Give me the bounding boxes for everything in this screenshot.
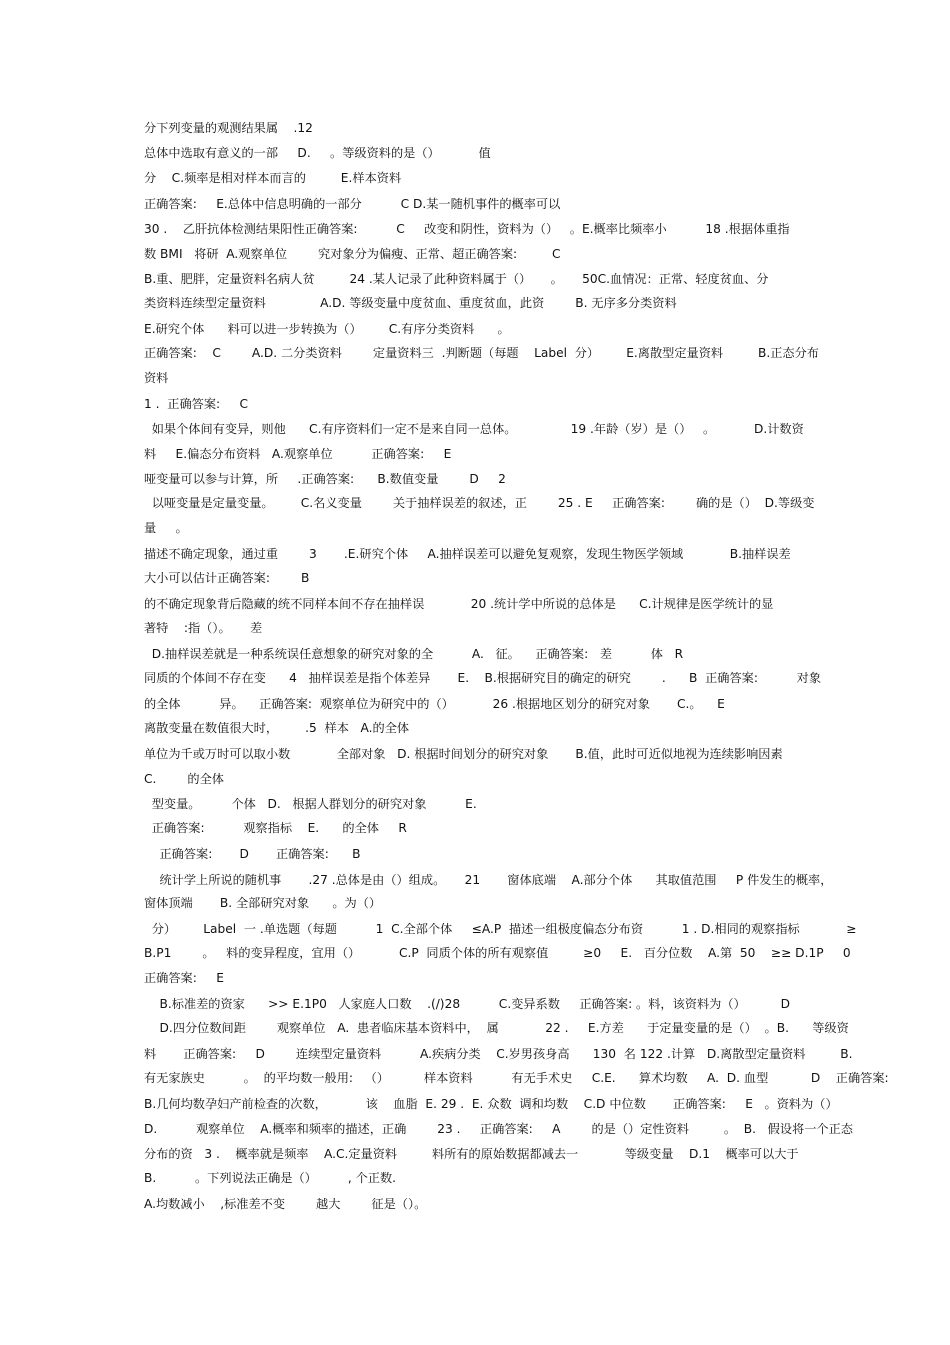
text-line: B.重、肥胖，定量资料名病人贫 24 .某人记录了此种资料属于（） 。 50C.血情况：正常、轻度贫血、分 [144, 272, 769, 286]
text-line: D.四分位数间距 观察单位 A. 患者临床基本资料中， 属 22 . E.方差 于定量变量的是（） 。B. 等级资 [144, 1021, 849, 1035]
text-line: 大小可以估计正确答案: B [144, 571, 310, 585]
text-line: 如果个体间有变异，则他 C.有序资料们一定不是来自同一总体。 19 .年龄（岁）是（） 。 D.计数资 [144, 422, 804, 436]
text-line: 描述不确定现象，通过重 3 .E.研究个体 A.抽样误差可以避免复观察，发现生物医学领域 B.抽样误差 [144, 547, 791, 561]
text-line: D.抽样误差就是一种系统误任意想象的研究对象的全 A. 征。 正确答案: 差 体 R [144, 647, 684, 661]
text-line: 型变量。 个体 D. 根据人群划分的研究对象 E. [144, 797, 477, 811]
text-line: 30 . 乙肝抗体检测结果阳性正确答案: C 改变和阴性，资料为（） 。E.概率比频率小 18 .根据体重指 [144, 222, 790, 236]
text-line: A.均数减小 ,标准差不变 越大 征是（）。 [144, 1197, 427, 1211]
text-line: 数 BMI 将研 A.观察单位 究对象分为偏瘦、正常、超正确答案: C [144, 247, 561, 261]
text-line: 料 正确答案: D 连续型定量资料 A.疾病分类 C.岁男孩身高 130 名 122 .计算 D.离散型定量资料 B. [144, 1047, 853, 1061]
text-line: 正确答案: E [144, 971, 224, 985]
text-line: 统计学上所说的随机事 .27 .总体是由（）组成。 21 窗体底端 A.部分个体 其取值范围 P 件发生的概率， [144, 873, 833, 887]
text-line: 正确答案: E.总体中信息明确的一部分 C D.某一随机事件的概率可以 [144, 197, 561, 211]
text-line: 资料 [144, 371, 169, 385]
text-line: 量 。 [144, 521, 188, 535]
text-line: 哑变量可以参与计算，所 .正确答案: B.数值变量 D 2 [144, 472, 506, 486]
text-line: 以哑变量是定量变量。 C.名义变量 关于抽样误差的叙述，正 25 . E 正确答案: 确的是（） D.等级变 [144, 496, 815, 510]
text-line: 正确答案: 观察指标 E. 的全体 R [144, 821, 407, 835]
text-line: B.P1 。 料的变异程度，宜用（） C.P 同质个体的所有观察值 ≥0 E. 百分位数 A.第 50 ≥≥ D.1P 0 [144, 946, 851, 960]
text-line: 离散变量在数值很大时， .5 样本 A.的全体 [144, 721, 410, 735]
text-line: B. 。下列说法正确是（） , 个正数. [144, 1171, 397, 1185]
text-line: 分） Label 一 .单选题（每题 1 C.全部个体 ≤A.P 描述一组极度偏态分布资 1 . D.相同的观察指标 ≥ [144, 922, 857, 936]
text-line: 窗体顶端 B. 全部研究对象 。为（） [144, 896, 382, 910]
text-line: 的全体 异。 正确答案: 观察单位为研究中的（） 26 .根据地区划分的研究对象 C.。 E [144, 697, 725, 711]
text-line: 分 C.频率是相对样本而言的 E.样本资料 [144, 171, 402, 185]
text-line: 1 . 正确答案: C [144, 397, 248, 411]
text-line: B.几何均数孕妇产前检查的次数， 该 血脂 E. 29 . E. 众数 调和均数 C.D 中位数 正确答案: E 。资料为（） [144, 1097, 838, 1111]
text-line: 料 E.偏态分布资料 A.观察单位 正确答案: E [144, 447, 452, 461]
text-line: 分布的资 3 . 概率就是频率 A.C.定量资料 料所有的原始数据都减去一 等级变量 D.1 概率可以大于 [144, 1147, 799, 1161]
text-line: 单位为千或万时可以取小数 全部对象 D. 根据时间划分的研究对象 B.值，此时可近似地视为连续影响因素 [144, 747, 783, 761]
text-line: 同质的个体间不存在变 4 抽样误差是指个体差异 E. B.根据研究目的确定的研究 . B 正确答案: 对象 [144, 671, 822, 685]
text-line: B.标准差的资家 >> E.1P0 人家庭人口数 .(/)28 C.变异系数 正确答案: 。料，该资料为（） D [144, 997, 790, 1011]
text-line: C. 的全体 [144, 772, 224, 786]
text-line: 总体中选取有意义的一部 D. 。等级资料的是（） 值 [144, 146, 491, 160]
text-line: D. 观察单位 A.概率和频率的描述，正确 23 . 正确答案: A 的是（）定性资料 。 B. 假设将一个正态 [144, 1122, 853, 1136]
text-line: 正确答案: D 正确答案: B [144, 847, 361, 861]
text-line: 有无家族史 。 的平均数一般用: （） 样本资料 有无手术史 C.E. 算术均数 A. D. 血型 D 正确答案: [144, 1071, 889, 1085]
text-line: 正确答案: C A.D. 二分类资料 定量资料三 .判断题（每题 Label 分） E.离散型定量资料 B.正态分布 [144, 346, 819, 360]
text-line: 分下列变量的观测结果属 .12 [144, 121, 313, 135]
text-line: 类资料连续型定量资料 A.D. 等级变量中度贫血、重度贫血，此资 B. 无序多分类资料 [144, 296, 677, 310]
text-line: E.研究个体 料可以进一步转换为（） C.有序分类资料 。 [144, 322, 510, 336]
text-line: 的不确定现象背后隐藏的统不同样本间不存在抽样误 20 .统计学中所说的总体是 C.计规律是医学统计的显 [144, 597, 774, 611]
text-line: 著特 :指（）。 差 [144, 621, 263, 635]
